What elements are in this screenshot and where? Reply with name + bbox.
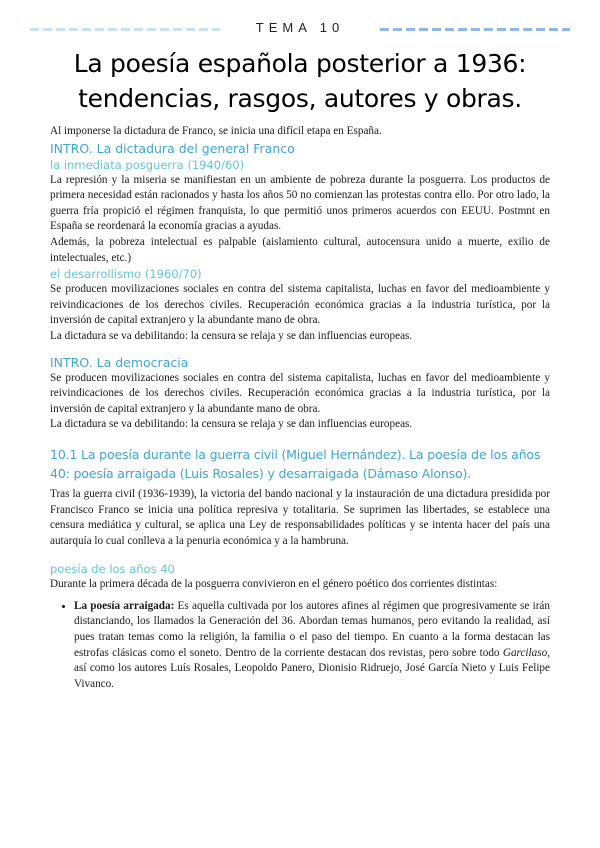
heading-10-1: 10.1 La poesía durante la guerra civil (Miguel Hernández). La poesía de los años 40: poesía arraigada (Luis Rosales) y desarraigada (Dámaso Alonso). [50, 446, 541, 481]
header-dash-right [380, 28, 570, 31]
intro-sentence: Al imponerse la dictadura de Franco, se inicia una difícil etapa en España. [50, 125, 382, 137]
paragraph-pobreza-intelectual: Además, la pobreza intelectual es palpable (aislamiento cultural, autocensura unido a muerte, exilio de intelectuales, etc.) [50, 235, 550, 264]
heading-dictadura: INTRO. La dictadura del general Franco [50, 140, 295, 156]
paragraph-corrientes: Durante la primera década de la posguerra convivieron en el género poético dos corrientes distintas: [50, 578, 498, 591]
bullet-text-b: , así como los autores Luís Rosales, Leopoldo Panero, Dionisio Ridruejo, José García Nieto y Luis Felipe Vivanco. [74, 646, 550, 690]
bullet-label: La poesía arraigada: [74, 599, 175, 612]
garcilaso-journal: Garcilaso [502, 646, 548, 659]
paragraph-guerra-civil: Tras la guerra civil (1936-1939), la victoria del bando nacional y la instauración de una dictadura presidida por Francisco Franco se inicia una política represiva y totalitaria. Se suprimen las libertades, se establece una censura mediática y cultural, se aplica una Ley de responsabilidades políticas y se intenta hacer del país una autarquía lo cual conlleva a la penuria económica y a la hambruna. [50, 487, 550, 547]
list-item-poesia-arraigada [74, 599, 550, 693]
paragraph-democracia-censura: La dictadura se va debilitando: la censura se relaja y se dan influencias europeas. [50, 418, 413, 431]
header-band [30, 20, 570, 38]
content-body [50, 124, 550, 692]
subheading-anos-40: poesía de los años 40 [50, 562, 175, 577]
tema-label: TEMA 10 [255, 20, 345, 35]
title-line-1: La poesía española posterior a 1936: [73, 49, 527, 78]
paragraph-posguerra: La represión y la miseria se manifiestan en un ambiente de pobreza durante la posguerra. Los productos de primera necesidad están racionados y hasta los años 50 no comienzan las protestas contra ello. Por otro lado, la guerra fría propició el régimen franquista, lo que permitió unos primeros acuerdos con EEUU. Postmnt en España se reordenará la economía gracias a ayudas. [50, 173, 550, 233]
corrientes-list [50, 599, 550, 693]
paragraph-desarrollismo: Se producen movilizaciones sociales en contra del sistema capitalista, luchas en favor del medioambiente y reivindicaciones de los derechos civiles. Recuperación económica gracias a la industria turística, por la inversión de capital extranjero y la abundante mano de obra. [50, 283, 550, 327]
subheading-posguerra: la inmediata posguerra (1940/60) [50, 157, 245, 172]
paragraph-debilitamiento: La dictadura se va debilitando: la censura se relaja y se dan influencias europeas. [50, 329, 413, 342]
page-title [40, 46, 560, 116]
subheading-desarrollismo: el desarrollismo (1960/70) [50, 267, 202, 282]
bullet-text-a: Es aquella cultivada por los autores afines al régimen que progresivamente se irán distanciando, los llamados la Generación del 36. Abordan temas humanos, pero evitando la realidad, así pues tratan temas como la religión, la familia o el paso del tiempo. En cuanto a la forma destacan las estrofas clásicas como el soneto. Dentro de la corriente destacan dos revistas, pero sobre todo [74, 599, 550, 659]
title-line-2: tendencias, rasgos, autores y obras. [78, 84, 522, 113]
paragraph-democracia: Se producen movilizaciones sociales en contra del sistema capitalista, luchas en favor del medioambiente y reivindicaciones de los derechos civiles. Recuperación económica gracias a la industria turística, por la inversión de capital extranjero y la abundante mano de obra. [50, 371, 550, 415]
heading-democracia: INTRO. La democracia [50, 354, 189, 370]
